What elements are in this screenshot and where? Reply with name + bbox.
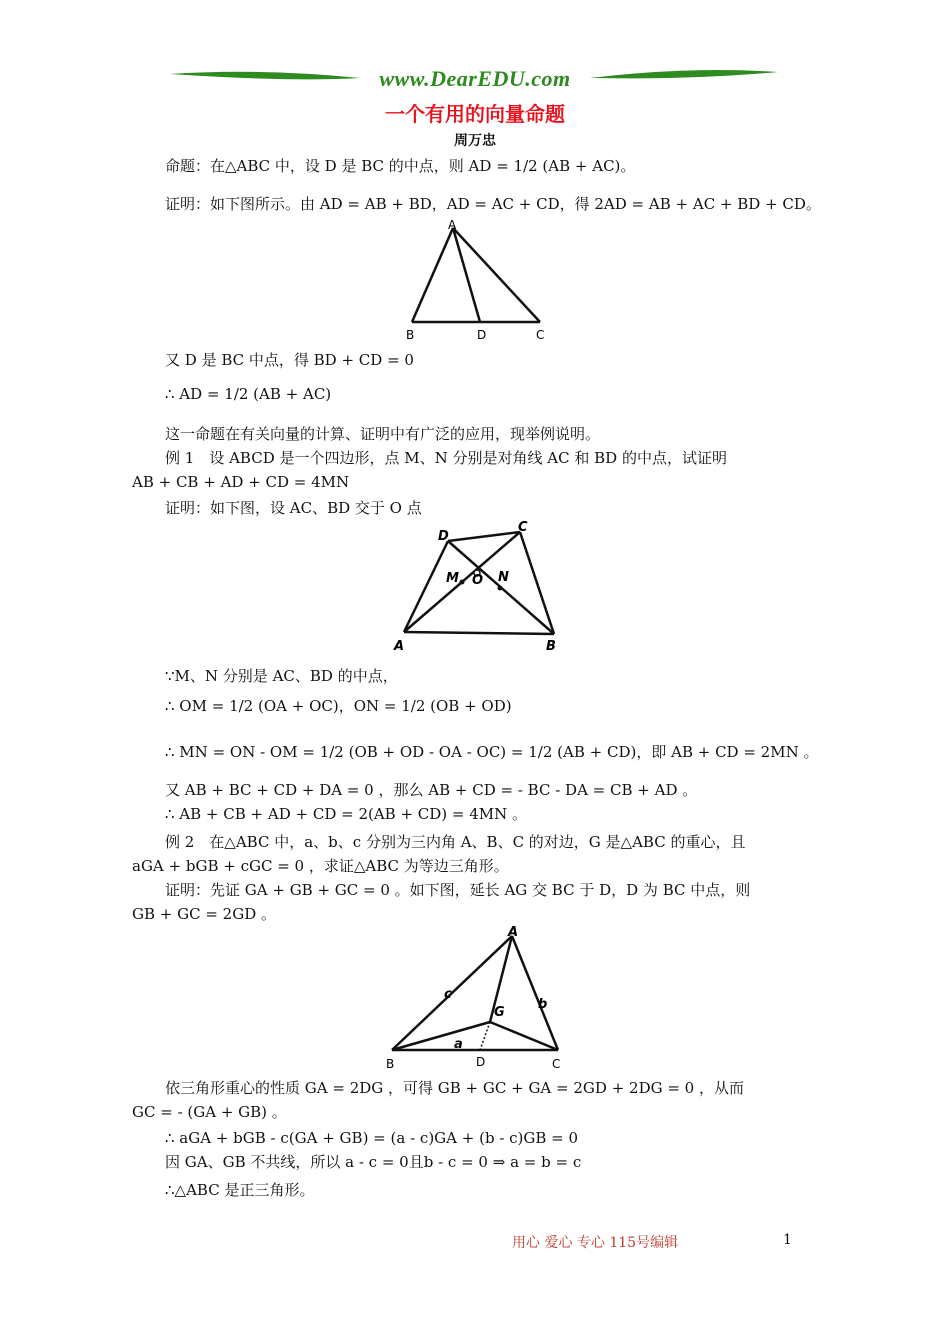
figure-quadrilateral (390, 516, 570, 656)
fig3-label-A: A (508, 925, 519, 940)
fig2-label-D: D (438, 529, 449, 544)
fig3-label-G: G (494, 1005, 505, 1020)
example1-step3: ∴ MN = ON - OM = 1/2 (OB + OD - OA - OC) = 1/2 (AB + CD)，即 AB + CD = 2MN 。 (165, 743, 819, 761)
fig2-label-M: M (446, 571, 459, 586)
page-title: 一个有用的向量命题 (385, 102, 565, 126)
fig2-label-B: B (546, 639, 556, 654)
fig3-label-b: b (538, 997, 548, 1012)
proof-line: 证明：如下图所示。由 AD = AB + BD，AD = AC + CD，得 2AD = AB + AC + BD + CD。 (165, 195, 821, 213)
fig2-label-O: O (472, 573, 484, 588)
example1-step1: ∵M、N 分别是 AC、BD 的中点， (165, 667, 398, 685)
fig3-label-a: a (454, 1037, 463, 1052)
example1-step5: ∴ AB + CB + AD + CD = 2(AB + CD) = 4MN 。 (165, 805, 528, 823)
example1-goal: AB + CB + AD + CD = 4MN (132, 473, 350, 491)
fig3-label-D: D (476, 1055, 486, 1069)
example1-line: 例 1 设 ABCD 是一个四边形，点 M、N 分别是对角线 AC 和 BD 的中点，试证明 (165, 449, 727, 467)
example2-step1: 依三角形重心的性质 GA = 2DG ，可得 GB + GC + GA = 2GD + 2DG = 0 ，从而 (165, 1079, 744, 1097)
fig2-label-C: C (518, 520, 528, 535)
example2-step3: 因 GA、GB 不共线，所以 a - c = 0且b - c = 0 ⇒ a = b = c (165, 1153, 582, 1171)
midpoint-line: 又 D 是 BC 中点，得 BD + CD = 0 (165, 351, 414, 369)
example1-step4: 又 AB + BC + CD + DA = 0 ，那么 AB + CD = - BC - DA = CB + AD 。 (165, 781, 698, 799)
fig1-label-C: C (536, 328, 545, 342)
example2-goal: aGA + bGB + cGC = 0 ，求证△ABC 为等边三角形。 (132, 857, 509, 875)
example2-conclusion: ∴△ABC 是正三角形。 (165, 1181, 315, 1199)
example1-step2: ∴ OM = 1/2 (OA + OC)，ON = 1/2 (OB + OD) (165, 697, 512, 715)
fig3-label-B: B (386, 1057, 395, 1071)
fig1-label-D: D (477, 328, 487, 342)
conclusion-line: ∴ AD = 1/2 (AB + AC) (165, 385, 332, 403)
fig2-label-N: N (498, 570, 509, 585)
page-number: 1 (783, 1232, 792, 1248)
fig1-label-B: B (406, 328, 415, 342)
fig1-label-A: A (448, 218, 457, 232)
fig3-label-c: c (444, 987, 452, 1002)
example2-step1-cont: GC = - (GA + GB) 。 (132, 1103, 287, 1121)
author: 周万忠 (454, 133, 496, 149)
site-name: www.DearEDU.com (379, 66, 571, 91)
figure-centroid-triangle (380, 922, 580, 1072)
figure-triangle-median (398, 218, 548, 344)
fig2-label-A: A (394, 639, 405, 654)
example2-proof-cont: GB + GC = 2GD 。 (132, 905, 276, 923)
proposition-line: 命题：在△ABC 中，设 D 是 BC 的中点，则 AD = 1/2 (AB + AC)。 (165, 157, 636, 175)
example2-step2: ∴ aGA + bGB - c(GA + GB) = (a - c)GA + (b - c)GB = 0 (165, 1129, 579, 1147)
example1-proof: 证明：如下图，设 AC、BD 交于 O 点 (165, 499, 422, 517)
example2-line: 例 2 在△ABC 中，a、b、c 分别为三内角 A、B、C 的对边，G 是△ABC 的重心，且 (165, 833, 746, 851)
fig3-label-C: C (552, 1057, 561, 1071)
footer-text: 用心 爱心 专心 115号编辑 (512, 1235, 679, 1251)
intro-line: 这一命题在有关向量的计算、证明中有广泛的应用，现举例说明。 (165, 425, 601, 443)
example2-proof: 证明：先证 GA + GB + GC = 0 。如下图，延长 AG 交 BC 于 D，D 为 BC 中点，则 (165, 881, 751, 899)
